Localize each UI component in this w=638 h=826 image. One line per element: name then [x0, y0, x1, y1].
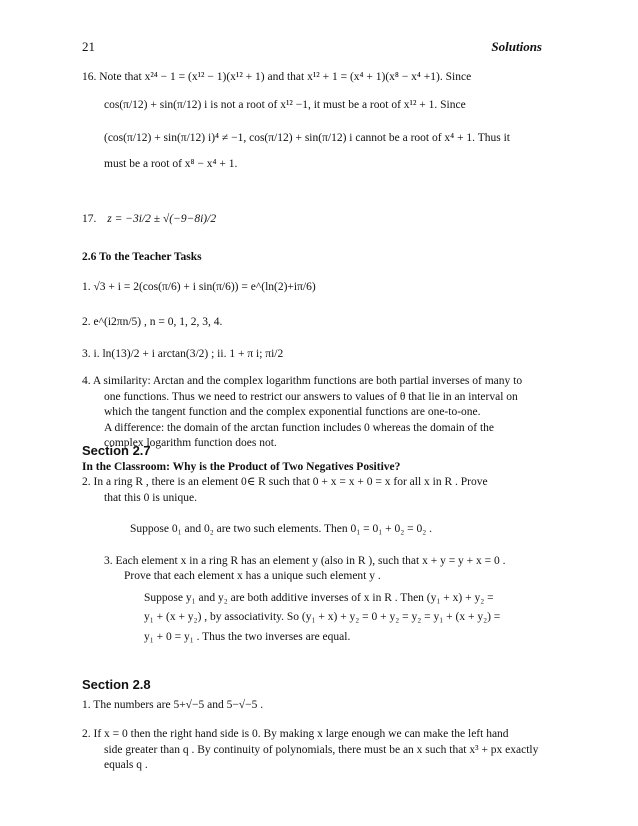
section-2-7-subheading: In the Classroom: Why is the Product of Two Negatives Positive?: [82, 460, 401, 473]
problem-16: [82, 70, 544, 172]
section-2-6: [82, 250, 544, 452]
section-2-8: [82, 676, 544, 774]
s26-item4-line5: complex logarithm function does not.: [104, 437, 277, 450]
s27-item2-proof: Suppose 0₁ and 0₂ are two such elements. Then 0₁ = 0₁ + 0₂ = 0₂ .: [130, 523, 433, 536]
s26-item3: 3. i. ln(13)/2 + i arctan(3/2) ; ii. 1 + π i; πi/2: [82, 347, 284, 360]
s28-item2-line2: side greater than q . By continuity of polynomials, there must be an x such that x³ + px exactly: [104, 743, 539, 756]
p16-line1: 16. Note that x²⁴ − 1 = (x¹² − 1)(x¹² + 1) and that x¹² + 1 = (x⁴ + 1)(x⁸ − x⁴ +1). Since: [82, 71, 472, 83]
p16-line2: cos(π/12) + sin(π/12) i is not a root of x¹² −1, it must be a root of x¹² + 1. Since: [104, 98, 466, 111]
section-2-8-heading: Section 2.8: [82, 677, 151, 692]
s28-item2-line1: 2. If x = 0 then the right hand side is 0. By making x large enough we can make the left hand: [82, 728, 509, 741]
s27-item3-proof1: Suppose y₁ and y₂ are both additive inverses of x in R . Then (y₁ + x) + y₂ =: [144, 591, 494, 604]
p16-line4: must be a root of x⁸ − x⁴ + 1.: [104, 157, 238, 170]
problem-17: [82, 212, 544, 228]
s26-item4-line2: one functions. Thus we need to restrict our answers to values of θ that lie in an interval on: [104, 390, 518, 403]
section-2-7-heading: Section 2.7: [82, 443, 151, 458]
s26-item4-line4: A difference: the domain of the arctan function includes 0 whereas the domain of the: [104, 421, 495, 434]
p17-label: 17.: [82, 213, 97, 225]
s27-item3-line2: Prove that each element x has a unique such element y .: [124, 570, 381, 583]
s26-item4-line3: which the tangent function and the complex exponential functions are one-to-one.: [104, 406, 481, 419]
s26-item1: 1. √3 + i = 2(cos(π/6) + i sin(π/6)) = e^(ln(2)+iπ/6): [82, 280, 316, 293]
s28-item2-line3: equals q .: [104, 759, 148, 772]
page-number: 21: [82, 39, 95, 54]
p16-line3: (cos(π/12) + sin(π/12) i)⁴ ≠ −1, cos(π/12) + sin(π/12) i cannot be a root of x⁴ + 1. Thus it: [104, 132, 510, 145]
s27-item3-proof2: y₁ + (x + y₂) , by associativity. So (y₁ + x) + y₂ = 0 + y₂ = y₂ = y₁ + (x + y₂) =: [144, 611, 501, 624]
s27-item2-line1: 2. In a ring R , there is an element 0∈ R such that 0 + x = x + 0 = x for all x in R . Prove: [82, 476, 488, 489]
s26-item4-line1: 4. A similarity: Arctan and the complex logarithm functions are both partial inverses of many to: [82, 375, 523, 388]
p17-expression: z = −3i/2 ± √(−9−8i)/2: [107, 213, 217, 225]
section-2-7: [82, 442, 544, 645]
running-header: Solutions: [491, 39, 542, 54]
s27-item3-line1: 3. Each element x in a ring R has an element y (also in R ), such that x + y = y + x = 0 .: [104, 554, 506, 567]
s26-item2: 2. e^(i2πn/5) , n = 0, 1, 2, 3, 4.: [82, 316, 223, 329]
s28-item1: 1. The numbers are 5+√−5 and 5−√−5 .: [82, 698, 264, 711]
s27-item3-proof3: y₁ + 0 = y₁ . Thus the two inverses are equal.: [144, 630, 351, 643]
s27-item2-line2: that this 0 is unique.: [104, 491, 197, 504]
section-2-6-heading: 2.6 To the Teacher Tasks: [82, 251, 202, 263]
